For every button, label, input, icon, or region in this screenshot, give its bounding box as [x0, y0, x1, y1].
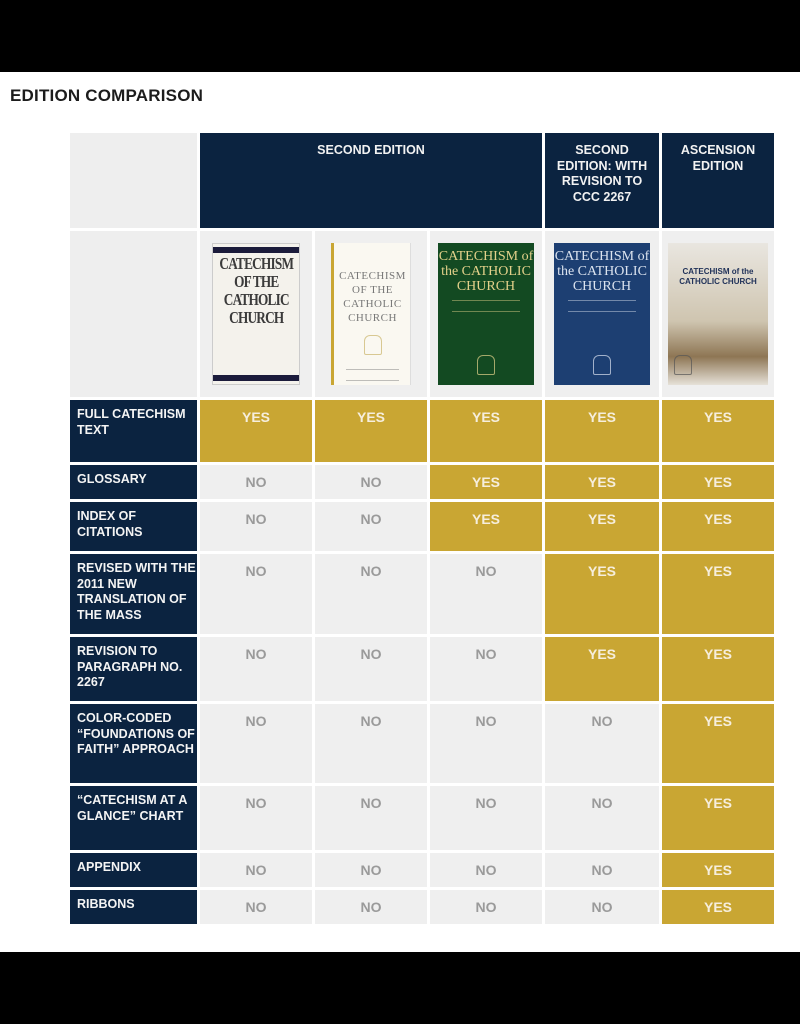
- yes-cell: YES: [662, 400, 774, 462]
- no-cell: NO: [545, 890, 659, 924]
- yes-cell: YES: [545, 554, 659, 634]
- no-cell: NO: [200, 465, 312, 499]
- book-title: CATECHISM of the CATHOLIC CHURCH: [679, 267, 757, 286]
- no-cell: NO: [200, 704, 312, 783]
- no-cell: NO: [200, 786, 312, 850]
- no-cell: NO: [200, 853, 312, 887]
- book-title: CATECHISM of the CATHOLIC CHURCH: [554, 249, 650, 294]
- cover-text-lines: [452, 300, 519, 312]
- feature-label: GLOSSARY: [70, 465, 197, 499]
- edition-comparison-page: [0, 72, 800, 952]
- no-cell: NO: [315, 637, 427, 701]
- cover-band: [213, 247, 299, 253]
- no-cell: NO: [430, 786, 542, 850]
- book-title: CATECHISM of the CATHOLIC CHURCH: [438, 249, 534, 294]
- no-cell: NO: [430, 637, 542, 701]
- catechism-book-cover-3: [438, 243, 534, 385]
- no-cell: NO: [315, 890, 427, 924]
- yes-cell: YES: [662, 502, 774, 551]
- yes-cell: YES: [662, 554, 774, 634]
- no-cell: NO: [430, 890, 542, 924]
- corner-cell: [70, 133, 197, 228]
- feature-label: APPENDIX: [70, 853, 197, 887]
- cover-text-lines: [346, 369, 400, 381]
- no-cell: NO: [200, 502, 312, 551]
- no-cell: NO: [545, 704, 659, 783]
- yes-cell: YES: [662, 890, 774, 924]
- no-cell: NO: [315, 465, 427, 499]
- no-cell: NO: [545, 853, 659, 887]
- book-cell-1: [200, 231, 312, 397]
- feature-label: RIBBONS: [70, 890, 197, 924]
- book-cell-4: [545, 231, 659, 397]
- emblem-icon: [674, 355, 692, 375]
- book-cell-2: [315, 231, 427, 397]
- emblem-icon: [477, 355, 495, 375]
- no-cell: NO: [430, 704, 542, 783]
- no-cell: NO: [430, 853, 542, 887]
- yes-cell: YES: [545, 465, 659, 499]
- yes-cell: YES: [315, 400, 427, 462]
- emblem-icon: [593, 355, 611, 375]
- header-second-edition: SECOND EDITION: [200, 133, 542, 228]
- no-cell: NO: [200, 637, 312, 701]
- catechism-book-cover-4: [554, 243, 650, 385]
- catechism-book-cover-2: [331, 243, 411, 385]
- yes-cell: YES: [662, 786, 774, 850]
- yes-cell: YES: [200, 400, 312, 462]
- no-cell: NO: [315, 554, 427, 634]
- no-cell: NO: [200, 554, 312, 634]
- feature-label: COLOR-CODED “FOUNDATIONS OF FAITH” APPROACH: [70, 704, 197, 783]
- no-cell: NO: [200, 890, 312, 924]
- catechism-book-cover-5: [668, 243, 768, 385]
- yes-cell: YES: [545, 400, 659, 462]
- page-title: EDITION COMPARISON: [10, 86, 204, 105]
- book-title: CATECHISM OF THE CATHOLIC CHURCH: [339, 270, 406, 324]
- no-cell: NO: [315, 853, 427, 887]
- image-row-corner: [70, 231, 197, 397]
- no-cell: NO: [545, 786, 659, 850]
- header-ascension-edition: ASCENSION EDITION: [662, 133, 774, 228]
- yes-cell: YES: [545, 637, 659, 701]
- emblem-icon: [364, 335, 382, 355]
- cover-band: [213, 375, 299, 381]
- feature-label: REVISION TO PARAGRAPH NO. 2267: [70, 637, 197, 701]
- yes-cell: YES: [545, 502, 659, 551]
- yes-cell: YES: [662, 465, 774, 499]
- feature-label: FULL CATECHISM TEXT: [70, 400, 197, 462]
- book-cell-5: [662, 231, 774, 397]
- book-title: CATECHISM OF THE CATHOLIC CHURCH: [219, 254, 293, 327]
- yes-cell: YES: [430, 465, 542, 499]
- cover-text-lines: [568, 300, 635, 312]
- book-cell-3: [430, 231, 542, 397]
- yes-cell: YES: [430, 502, 542, 551]
- feature-label: REVISED WITH THE 2011 NEW TRANSLATION OF THE MASS: [70, 554, 197, 634]
- yes-cell: YES: [662, 637, 774, 701]
- no-cell: NO: [315, 786, 427, 850]
- feature-label: “CATECHISM AT A GLANCE” CHART: [70, 786, 197, 850]
- yes-cell: YES: [662, 853, 774, 887]
- header-second-edition-revision: SECOND EDITION: WITH REVISION TO CCC 2267: [545, 133, 659, 228]
- feature-label: INDEX OF CITATIONS: [70, 502, 197, 551]
- no-cell: NO: [430, 554, 542, 634]
- catechism-book-cover-1: [212, 243, 300, 385]
- no-cell: NO: [315, 704, 427, 783]
- yes-cell: YES: [430, 400, 542, 462]
- no-cell: NO: [315, 502, 427, 551]
- yes-cell: YES: [662, 704, 774, 783]
